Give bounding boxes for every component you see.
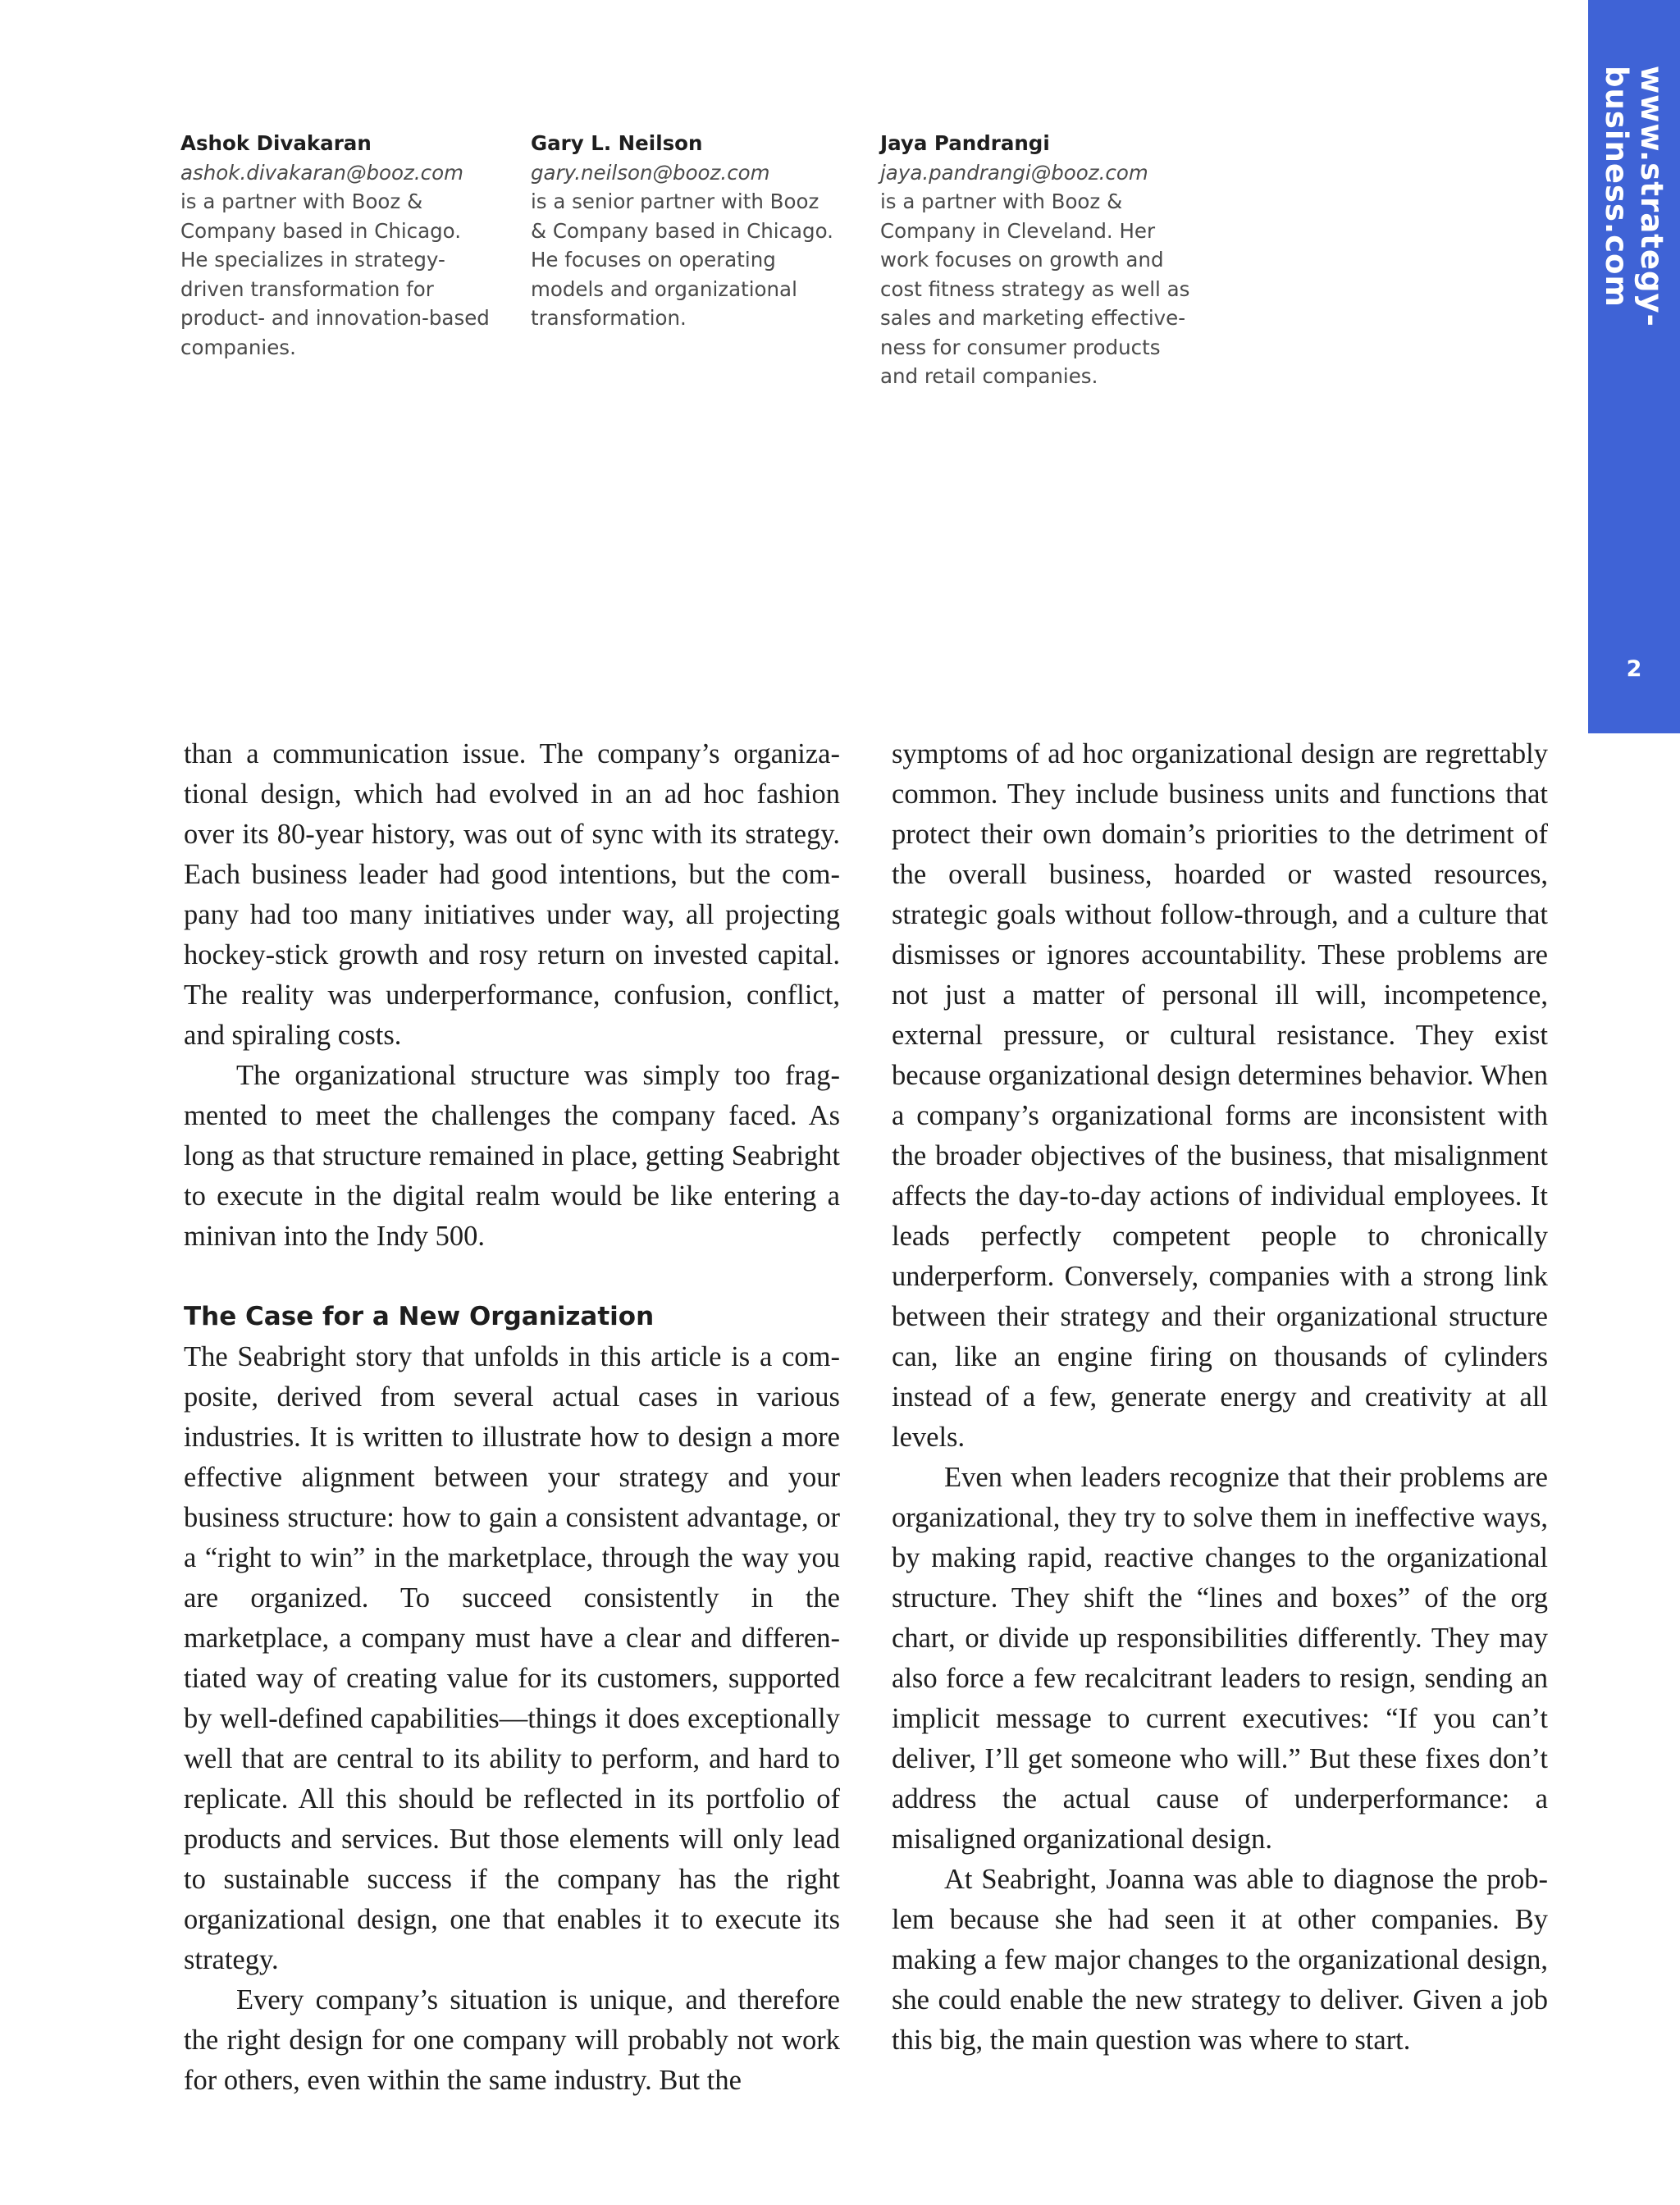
bio-line: cost fitness strategy as well as [880,276,1190,301]
bio-line: sales and marketing effective- [880,306,1186,330]
bio-line: work focuses on growth and [880,248,1164,272]
body-paragraph: At Seabright, Joanna was able to diagnose the problem because she had seen it at other companies. By making a few major changes to the organizational design, she could enable the new strategy to deliver. Given a job this big, the main question was where to start. [892,1864,1548,2056]
author-email[interactable]: ashok.divakaran@booz.com [180,160,463,185]
body-paragraph: Even when leaders recognize that their problems are organizational, they try to solve them in ineffective ways, by making rapid, reactive changes to the organizational structure. They shift the “lines and boxes” of the org chart, or divide up responsibilities differently. They may also force a few recalcitrant leaders to resign, sending an implicit message to current executives: “If you can’t deliver, I’ll get someone who will.” But these fixes don’t address the actual cause of underperformance: a misaligned organizational design. [892,1462,1548,1855]
bio-line: models and organizational [531,276,797,301]
bio-line: Company based in Chicago. [180,218,462,243]
body-paragraph: The organizational structure was simply too fragmented to meet the challenges the company faced. As long as that structure remained in place, getting Seabright to execute in the digital realm would be like entering a minivan into the Indy 500. [184,1060,840,1252]
bio-line: transformation. [531,306,687,330]
bio-line: companies. [180,335,296,359]
bio-line: He specializes in strategy- [180,248,445,272]
author-name: Jaya Pandrangi [880,131,1050,155]
bio-line: ness for consumer products [880,335,1161,359]
bio-line: is a senior partner with Booz [531,189,819,213]
body-column-right [892,734,1548,2061]
bio-line: driven transformation for [180,276,434,301]
bio-line: is a partner with Booz & [180,189,423,213]
body-paragraph: Every company’s situation is unique, and therefore the right design for one company will probably not work for others, even within the same industry. But the [184,1984,840,2096]
author-name: Ashok Divakaran [180,131,372,155]
body-paragraph: symptoms of ad hoc organizational design are regrettably common. They include business units and functions that protect their own domain’s priorities to the detriment of the overall business, hoarded or wasted resources, strategic goals without follow-through, and a culture that dismisses or ignores accountability. These problems are not just a matter of personal ill will, incompetence, external pressure, or cultural resistance. They exist because organizational design determines behavior. When a company’s organizational forms are inconsistent with the broader objectives of the business, that misalignment affects the day-to-day actions of individual employees. It leads perfectly competent people to chronically underperform. Conversely, companies with a strong link between their strategy and their organizational structure can, like an engine firing on thousands of cylinders instead of a few, generate energy and creativity at all levels. [892,738,1548,1453]
author-name: Gary L. Neilson [531,131,703,155]
body-paragraph: The Seabright story that unfolds in this article is a composite, derived from several actual cases in various industries. It is written to illustrate how to design a more effective alignment between your strategy and your business structure: how to gain a consistent advantage, or a “right to win” in the marketplace, through the way you are organized. To succeed consistently in the marketplace, a company must have a clear and differentiated way of creating value for its customers, supported by well-defined capabilities—things it does exceptionally well that are central to its ability to perform, and hard to replicate. All this should be reflected in its portfolio of products and services. But those elements will only lead to sustainable success if the company has the right organizational design, one that enables it to execute its strategy. [184,1341,840,1975]
body-paragraph: than a communication issue. The company’s organizational design, which had evolved in an ad hoc fashion over its 80-year history, was out of sync with its strategy. Each business leader had good intentions, but the company had too many initiatives under way, all projecting hockey-stick growth and rosy return on invested capital. The reality was underperformance, confusion, conflict, and spiraling costs. [184,738,840,1051]
body-column-left [184,734,840,2101]
side-tab [1588,0,1680,733]
bio-line: is a partner with Booz & [880,189,1123,213]
author-bio-2 [531,129,859,333]
section-heading: The Case for a New Organization [184,1302,655,1331]
bio-line: Company in Cleveland. Her [880,218,1156,243]
bio-line: product- and innovation-based [180,306,490,330]
bio-line: & Company based in Chicago. [531,218,833,243]
bio-line: and retail companies. [880,364,1098,388]
site-url[interactable]: www.strategy-business.com [1599,66,1669,327]
page-number: 2 [1626,656,1642,682]
author-email[interactable]: gary.neilson@booz.com [531,160,770,185]
author-bio-3 [880,129,1208,391]
author-bio-1 [180,129,509,362]
bio-line: He focuses on operating [531,248,776,272]
author-email[interactable]: jaya.pandrangi@booz.com [880,160,1148,185]
